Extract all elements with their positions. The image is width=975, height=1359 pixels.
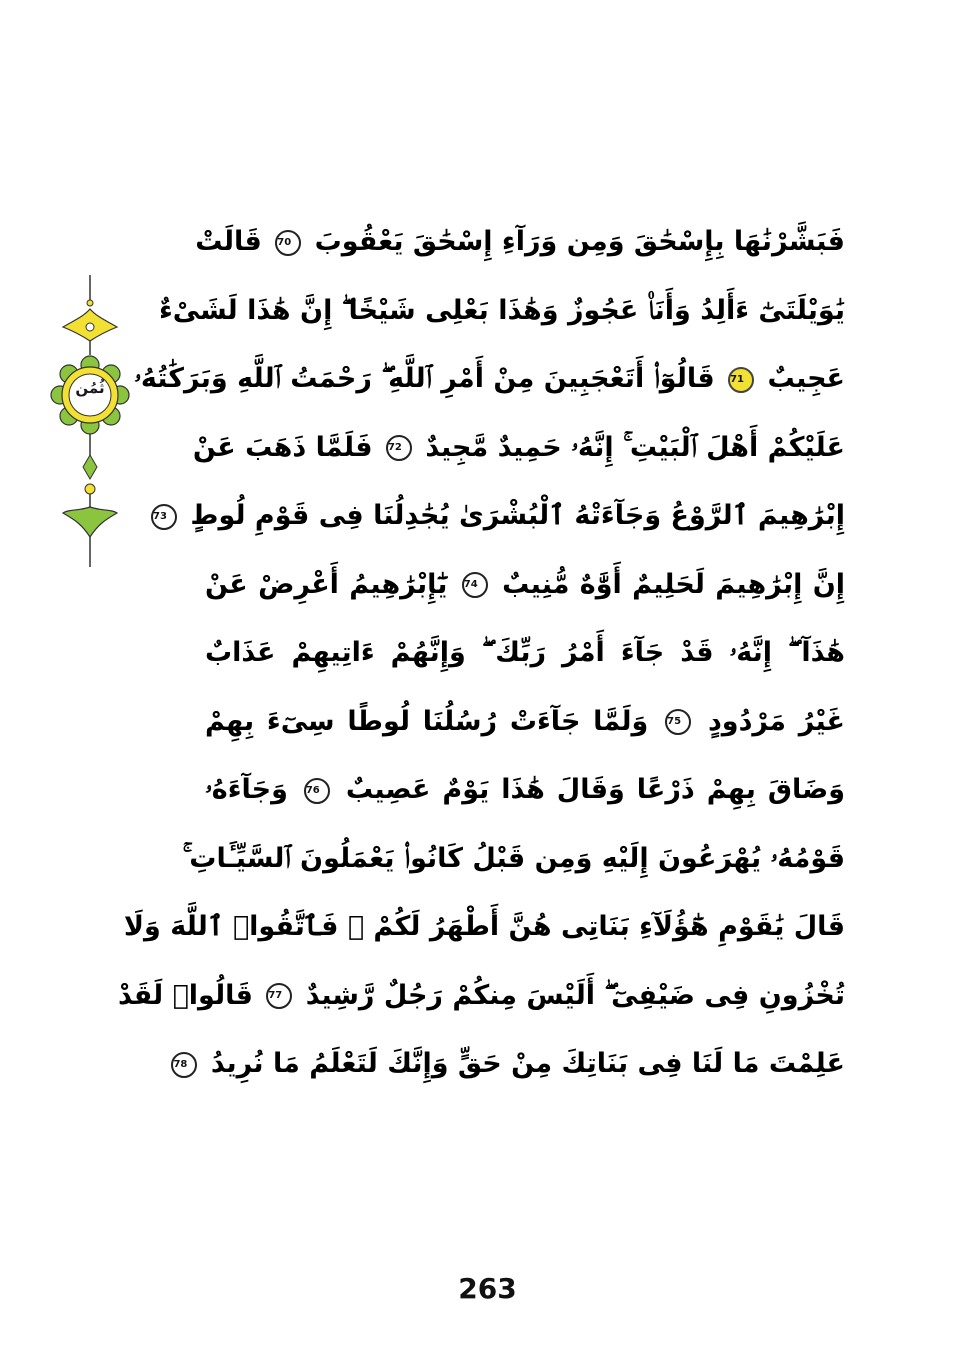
verse-number-marker: 75 xyxy=(665,709,691,735)
quran-text-block xyxy=(118,208,846,1099)
verse-number-marker: 71 xyxy=(728,367,754,393)
verse-text: وَجَآءَهُۥ xyxy=(205,774,288,805)
verse-text: قَوْمُهُۥ يُهْرَعُونَ إِلَيْهِ وَمِن قَبْلُ كَانُوا۟ يَعْمَلُونَ ٱلسَّيِّـَٔاتِ ۚ xyxy=(182,842,845,874)
thumun-marker xyxy=(45,275,135,575)
verse-text: عَلَيْكُمْ أَهْلَ ٱلْبَيْتِ ۚ إِنَّهُۥ حَمِيدٌ مَّجِيدٌ xyxy=(425,431,845,463)
verse-text: يَٰوَيْلَتَىٰٓ ءَأَلِدُ وَأَنَا۠ عَجُوزٌ وَهَٰذَا بَعْلِى شَيْخًا ۖ إِنَّ هَٰذَا لَشَىْءٌ xyxy=(158,294,845,326)
text-line xyxy=(134,345,845,414)
verse-text: قَالُوٓا۟ أَتَعْجَبِينَ مِنْ أَمْرِ ٱللَّهِ ۖ رَحْمَتُ ٱللَّهِ وَبَرَكَٰتُهُۥ xyxy=(134,363,715,394)
text-line xyxy=(118,962,845,1031)
text-line xyxy=(205,688,845,757)
verse-text: يَٰٓإِبْرَٰهِيمُ أَعْرِضْ عَنْ xyxy=(205,568,448,600)
text-line xyxy=(205,756,845,825)
verse-text: إِنَّ إِبْرَٰهِيمَ لَحَلِيمٌ أَوَّٰهٌ مُّنِيبٌ xyxy=(502,568,846,600)
verse-text: هَٰذَآ ۖ إِنَّهُۥ قَدْ جَآءَ أَمْرُ رَبِّكَ ۖ وَإِنَّهُمْ ءَاتِيهِمْ عَذَابٌ xyxy=(205,637,845,668)
verse-number-marker: 72 xyxy=(386,435,412,461)
text-line xyxy=(205,619,845,688)
verse-number-marker: 70 xyxy=(275,230,301,256)
verse-text: وَلَمَّا جَآءَتْ رُسُلُنَا لُوطًا سِىٓءَ بِهِمْ xyxy=(205,705,649,737)
verse-number-marker: 74 xyxy=(462,572,488,598)
verse-number-marker: 77 xyxy=(266,983,292,1009)
verse-number-marker: 73 xyxy=(151,504,177,530)
verse-text: فَلَمَّا ذَهَبَ عَنْ xyxy=(192,431,373,463)
verse-text: تُخْزُونِ فِى ضَيْفِىٓ ۖ أَلَيْسَ مِنكُمْ رَجُلٌ رَّشِيدٌ xyxy=(305,979,845,1011)
thumun-marker-icon xyxy=(45,275,135,575)
text-line xyxy=(182,825,845,894)
text-line xyxy=(123,893,845,962)
verse-text: وَضَاقَ بِهِمْ ذَرْعًا وَقَالَ هَٰذَا يَوْمٌ عَصِيبٌ xyxy=(345,774,845,805)
verse-number-marker: 78 xyxy=(171,1052,197,1078)
verse-text: قَالَتْ xyxy=(195,226,262,257)
text-line xyxy=(192,414,845,483)
verse-text: عَلِمْتَ مَا لَنَا فِى بَنَاتِكَ مِنْ حَقٍّ وَإِنَّكَ لَتَعْلَمُ مَا نُرِيدُ xyxy=(210,1048,845,1079)
text-line xyxy=(173,1030,845,1099)
verse-text: قَالَ يَٰقَوْمِ هَٰٓؤُلَآءِ بَنَاتِى هُنَّ أَطْهَرُ لَكُمْ ۖ فَٱتَّقُوا۟ ٱللَّهَ وَلَا xyxy=(123,911,845,942)
thumun-label: ثُمُن xyxy=(75,379,105,397)
verse-text: عَجِيبٌ xyxy=(767,363,845,394)
text-line xyxy=(205,551,845,620)
text-line xyxy=(195,208,845,277)
verse-number-marker: 76 xyxy=(304,778,330,804)
page-number: 263 xyxy=(458,1272,517,1305)
verse-text: إِبْرَٰهِيمَ ٱلرَّوْعُ وَجَآءَتْهُ ٱلْبُشْرَىٰ يُجَٰدِلُنَا فِى قَوْمِ لُوطٍ xyxy=(190,500,845,531)
verse-text: غَيْرُ مَرْدُودٍ xyxy=(707,705,845,737)
text-line xyxy=(153,482,845,551)
verse-text: فَبَشَّرْنَٰهَا بِإِسْحَٰقَ وَمِن وَرَآءِ إِسْحَٰقَ يَعْقُوبَ xyxy=(314,226,845,257)
text-line xyxy=(158,277,845,346)
verse-text: قَالُوا۟ لَقَدْ xyxy=(118,979,253,1011)
